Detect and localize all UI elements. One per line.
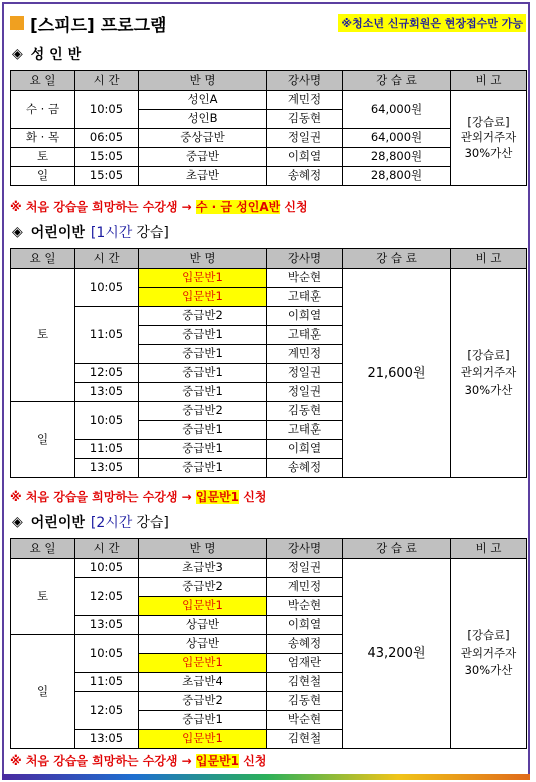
remark-line: 관외거주자 xyxy=(460,645,517,660)
day-cell: 일 xyxy=(11,635,75,749)
section-title: 어린이반 xyxy=(30,225,85,241)
teacher-cell: 계민정 xyxy=(267,345,343,364)
class-cell: 중급반2 xyxy=(139,307,267,326)
fee-cell: 28,800원 xyxy=(343,167,451,186)
col-remark: 비 고 xyxy=(451,249,527,269)
registration-notice: ※청소년 신규회원은 현장접수만 가능 xyxy=(338,14,526,32)
teacher-cell: 정일권 xyxy=(267,364,343,383)
kids2-note xyxy=(10,752,266,769)
note-text: 신청 xyxy=(239,490,267,504)
day-cell: 일 xyxy=(11,402,75,478)
fee-cell: 43,200원 xyxy=(343,559,451,749)
col-time: 시 간 xyxy=(75,71,139,91)
teacher-cell: 고태훈 xyxy=(267,326,343,345)
time-cell: 10:05 xyxy=(75,402,139,440)
teacher-cell: 김동현 xyxy=(267,402,343,421)
remark-line: [강습료] xyxy=(467,347,510,362)
note-text: ※ 처음 강습을 희망하는 수강생 → xyxy=(10,754,196,768)
section-sub-blue: [2시간 xyxy=(90,515,133,531)
remark-cell xyxy=(451,269,527,478)
day-cell: 일 xyxy=(11,167,75,186)
class-cell: 중급반1 xyxy=(139,440,267,459)
class-cell: 중급반1 xyxy=(139,421,267,440)
col-teacher: 강사명 xyxy=(267,249,343,269)
col-day: 요 일 xyxy=(11,249,75,269)
table-row xyxy=(11,167,527,186)
remark-line: 관외거주자 xyxy=(460,130,517,145)
time-cell: 11:05 xyxy=(75,440,139,459)
teacher-cell: 박순현 xyxy=(267,711,343,730)
table-header-row xyxy=(11,71,527,91)
class-cell: 성인B xyxy=(139,110,267,129)
class-cell: 성인A xyxy=(139,91,267,110)
remark-cell xyxy=(451,91,527,186)
class-cell: 중급반2 xyxy=(139,402,267,421)
note-highlight: 입문반1 xyxy=(195,490,240,504)
diamond-icon: ◈ xyxy=(12,224,23,240)
teacher-cell: 이희열 xyxy=(267,440,343,459)
class-cell: 초급반4 xyxy=(139,673,267,692)
table-row xyxy=(11,148,527,167)
time-cell: 10:05 xyxy=(75,635,139,673)
time-cell: 12:05 xyxy=(75,692,139,730)
teacher-cell: 송혜정 xyxy=(267,635,343,654)
note-text: ※ 처음 강습을 희망하는 수강생 → xyxy=(10,200,196,214)
kids1-note xyxy=(10,488,266,505)
teacher-cell: 송혜정 xyxy=(267,459,343,478)
table-row xyxy=(11,559,527,578)
remark-line: 30%가산 xyxy=(464,145,513,160)
class-cell: 중상급반 xyxy=(139,129,267,148)
teacher-cell: 정일권 xyxy=(267,559,343,578)
adult-table xyxy=(10,70,527,186)
teacher-cell: 송혜정 xyxy=(267,167,343,186)
fee-cell: 64,000원 xyxy=(343,129,451,148)
diamond-icon: ◈ xyxy=(12,46,23,62)
section-title: 어린이반 xyxy=(30,515,85,531)
time-cell: 10:05 xyxy=(75,91,139,129)
teacher-cell: 고태훈 xyxy=(267,288,343,307)
teacher-cell: 계민정 xyxy=(267,91,343,110)
teacher-cell: 이희열 xyxy=(267,148,343,167)
teacher-cell: 박순현 xyxy=(267,597,343,616)
section-sub-blue: [1시간 xyxy=(90,225,133,241)
time-cell: 13:05 xyxy=(75,383,139,402)
class-cell: 중급반1 xyxy=(139,383,267,402)
remark-line: 30%가산 xyxy=(464,382,513,397)
kids2-table xyxy=(10,538,527,749)
remark-line: [강습료] xyxy=(467,628,510,643)
col-remark: 비 고 xyxy=(451,539,527,559)
teacher-cell: 엄재란 xyxy=(267,654,343,673)
teacher-cell: 박순현 xyxy=(267,269,343,288)
class-cell: 중급반1 xyxy=(139,326,267,345)
class-cell: 상급반 xyxy=(139,616,267,635)
class-cell: 상급반 xyxy=(139,635,267,654)
class-cell: 초급반 xyxy=(139,167,267,186)
remark-cell xyxy=(451,559,527,749)
class-cell: 중급반2 xyxy=(139,692,267,711)
fee-cell: 21,600원 xyxy=(343,269,451,478)
section-kids1-header xyxy=(12,222,169,242)
col-fee: 강 습 료 xyxy=(343,71,451,91)
time-cell: 12:05 xyxy=(75,578,139,616)
class-cell: 중급반1 xyxy=(139,711,267,730)
diamond-icon: ◈ xyxy=(12,514,23,530)
section-kids2-header xyxy=(12,512,169,532)
time-cell: 10:05 xyxy=(75,269,139,307)
col-fee: 강 습 료 xyxy=(343,249,451,269)
note-text: ※ 처음 강습을 희망하는 수강생 → xyxy=(10,490,196,504)
table-row xyxy=(11,91,527,110)
rainbow-bar xyxy=(2,774,530,780)
class-cell: 중급반 xyxy=(139,148,267,167)
col-day: 요 일 xyxy=(11,71,75,91)
time-cell: 13:05 xyxy=(75,459,139,478)
teacher-cell: 김현철 xyxy=(267,730,343,749)
teacher-cell: 김동현 xyxy=(267,110,343,129)
teacher-cell: 이희열 xyxy=(267,616,343,635)
col-remark: 비 고 xyxy=(451,71,527,91)
col-time: 시 간 xyxy=(75,539,139,559)
col-fee: 강 습 료 xyxy=(343,539,451,559)
adult-note xyxy=(10,198,308,215)
time-cell: 11:05 xyxy=(75,673,139,692)
note-text: 신청 xyxy=(239,754,267,768)
time-cell: 12:05 xyxy=(75,364,139,383)
teacher-cell: 이희열 xyxy=(267,307,343,326)
teacher-cell: 김현철 xyxy=(267,673,343,692)
day-cell: 토 xyxy=(11,269,75,402)
time-cell: 13:05 xyxy=(75,616,139,635)
section-title: 성 인 반 xyxy=(30,47,82,63)
teacher-cell: 정일권 xyxy=(267,129,343,148)
time-cell: 13:05 xyxy=(75,730,139,749)
teacher-cell: 김동현 xyxy=(267,692,343,711)
time-cell: 15:05 xyxy=(75,148,139,167)
class-cell: 입문반1 xyxy=(139,654,267,673)
table-header-row xyxy=(11,249,527,269)
col-teacher: 강사명 xyxy=(267,539,343,559)
class-cell: 입문반1 xyxy=(139,730,267,749)
class-cell: 중급반2 xyxy=(139,578,267,597)
page-title: [스피드] 프로그램 xyxy=(30,15,167,36)
table-header-row xyxy=(11,539,527,559)
col-day: 요 일 xyxy=(11,539,75,559)
table-row xyxy=(11,269,527,288)
teacher-cell: 계민정 xyxy=(267,578,343,597)
class-cell: 입문반1 xyxy=(139,269,267,288)
remark-line: [강습료] xyxy=(467,114,510,129)
class-cell: 초급반3 xyxy=(139,559,267,578)
table-row xyxy=(11,129,527,148)
col-time: 시 간 xyxy=(75,249,139,269)
class-cell: 입문반1 xyxy=(139,597,267,616)
kids1-table xyxy=(10,248,527,478)
remark-line: 관외거주자 xyxy=(460,365,517,380)
time-cell: 10:05 xyxy=(75,559,139,578)
fee-cell: 28,800원 xyxy=(343,148,451,167)
note-highlight: 수 · 금 성인A반 xyxy=(195,200,281,214)
note-text: 신청 xyxy=(280,200,308,214)
class-cell: 입문반1 xyxy=(139,288,267,307)
note-highlight: 입문반1 xyxy=(195,754,240,768)
class-cell: 중급반1 xyxy=(139,345,267,364)
time-cell: 06:05 xyxy=(75,129,139,148)
day-cell: 수 · 금 xyxy=(11,91,75,129)
teacher-cell: 정일권 xyxy=(267,383,343,402)
col-teacher: 강사명 xyxy=(267,71,343,91)
col-class: 반 명 xyxy=(139,539,267,559)
orange-square-icon xyxy=(10,16,24,30)
day-cell: 토 xyxy=(11,148,75,167)
remark-line: 30%가산 xyxy=(464,663,513,678)
col-class: 반 명 xyxy=(139,71,267,91)
fee-cell: 64,000원 xyxy=(343,91,451,129)
page-header xyxy=(10,10,166,36)
section-adult-header xyxy=(12,44,81,64)
section-sub: 강습] xyxy=(136,225,169,241)
time-cell: 11:05 xyxy=(75,307,139,364)
time-cell: 15:05 xyxy=(75,167,139,186)
teacher-cell: 고태훈 xyxy=(267,421,343,440)
day-cell: 화 · 목 xyxy=(11,129,75,148)
section-sub: 강습] xyxy=(136,515,169,531)
day-cell: 토 xyxy=(11,559,75,635)
class-cell: 중급반1 xyxy=(139,364,267,383)
class-cell: 중급반1 xyxy=(139,459,267,478)
col-class: 반 명 xyxy=(139,249,267,269)
